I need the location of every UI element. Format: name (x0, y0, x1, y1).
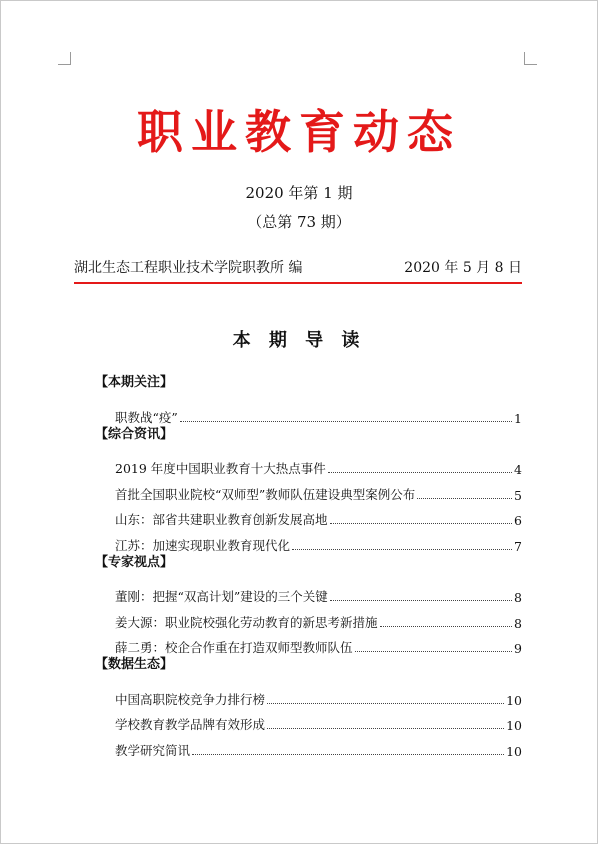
toc-section-heading: 【数据生态】 (95, 657, 174, 672)
leader-dots (380, 625, 513, 627)
toc-entry-title: 中国高职院校竞争力排行榜 (115, 691, 266, 707)
toc-entry[interactable] (95, 580, 522, 606)
toc-entry-title: 姜大源：职业院校强化劳动教育的新思考新措施 (115, 614, 378, 630)
red-divider (74, 282, 522, 284)
leader-dots (330, 599, 512, 601)
toc-entry[interactable] (95, 528, 522, 554)
toc-entry-title: 职教战“疫” (115, 409, 178, 425)
toc-entry-title: 董刚：把握“双高计划”建设的三个关键 (115, 589, 328, 604)
toc-entry-page: 9 (514, 641, 522, 656)
leader-dots (330, 522, 513, 524)
leader-dots (292, 548, 512, 550)
crop-mark-top-left (58, 52, 71, 65)
issue-total-number: （总第 73 期） (247, 213, 351, 231)
toc-entry-page: 10 (506, 718, 522, 733)
leader-dots (355, 650, 513, 652)
leader-dots (267, 702, 504, 704)
toc-entry-title: 山东：部省共建职业教育创新发展高地 (115, 512, 328, 527)
toc-entry[interactable] (95, 452, 522, 478)
table-of-contents (95, 374, 522, 759)
toc-entry[interactable] (95, 605, 522, 631)
toc-entry[interactable] (95, 400, 522, 426)
toc-entry-title: 首批全国职业院校“双师型”教师队伍建设典型案例公布 (115, 486, 416, 502)
publish-date: 2020 年 5 月 8 日 (404, 260, 522, 276)
toc-entry-page: 4 (514, 462, 522, 477)
leader-dots (180, 420, 512, 422)
editor-label: 湖北生态工程职业技术学院职教所 编 (74, 260, 303, 276)
toc-entry[interactable] (95, 631, 522, 657)
toc-entry[interactable] (95, 503, 522, 529)
toc-entry-title: 薛二勇：校企合作重在打造双师型教师队伍 (115, 640, 353, 655)
leader-dots (417, 497, 512, 499)
toc-entry-title: 教学研究简讯 (115, 742, 191, 758)
toc-entry-page: 5 (514, 487, 522, 503)
toc-entry-page: 10 (506, 743, 522, 759)
toc-entry-page: 6 (514, 513, 522, 528)
toc-entry-title: 学校教育教学品牌有效形成 (115, 717, 266, 732)
toc-entry-title: 江苏：加速实现职业教育现代化 (115, 537, 291, 553)
toc-entry-page: 7 (514, 538, 522, 554)
toc-title: 本 期 导 读 (232, 330, 366, 351)
leader-dots (267, 727, 504, 729)
crop-mark-top-right (524, 52, 537, 65)
toc-entry[interactable] (95, 682, 522, 708)
toc-section-heading: 【本期关注】 (95, 375, 174, 390)
toc-section-heading: 【专家视点】 (95, 554, 174, 570)
leader-dots (328, 471, 512, 473)
masthead-title: 职业教育动态 (137, 105, 461, 159)
toc-entry-title: 2019 年度中国职业教育十大热点事件 (115, 461, 326, 476)
toc-entry[interactable] (95, 477, 522, 503)
issue-number: 2020 年第 1 期 (245, 184, 353, 202)
toc-entry-page: 8 (514, 590, 522, 605)
toc-entry-page: 10 (506, 692, 522, 708)
toc-entry-page: 1 (514, 410, 522, 426)
leader-dots (192, 753, 504, 755)
toc-entry-page: 8 (514, 615, 522, 631)
toc-entry[interactable] (95, 733, 522, 759)
toc-section-heading: 【综合资讯】 (95, 426, 174, 442)
toc-entry[interactable] (95, 708, 522, 734)
